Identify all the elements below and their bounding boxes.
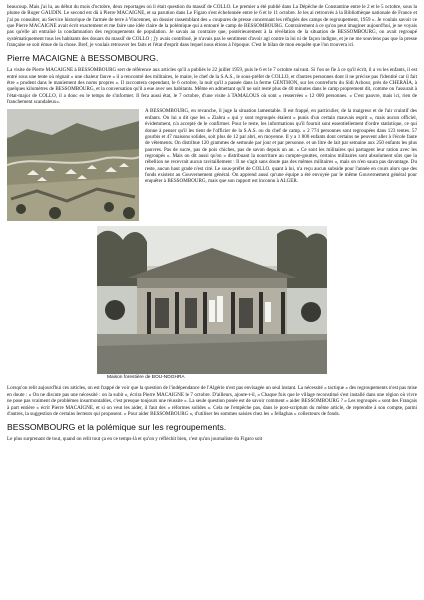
document-page: [7, 4, 417, 443]
camp-description-paragraph: A BESSOMBOURG, en revanche, il juge la situation lamentable. Il est frappé, en particulier, de la maigreur et de l'air craintif des enfants. On lui a dit que les « Ziabra » qui y sont regroupés étaient « punis d'un certain mauvais esprit », mais aucun officiel, évidemment, n'a accepté de le confirmer. Pour le reste, les informations qu'il fournit sont essentiellement d'ordre statistique, ce qui donne à penser qu'il les tient de l'officier de la S.A.S. ou du chef de camp. « 2 774 personnes sont regroupées dans 123 tentes. 57 gourbis et 47 maisons solides, soit plus de 12 par abri, en moyenne. Il y a 1 800 enfants dont certains ne peuvent aller à l'école faute de vêtements. On distribue 120 grammes de semoule par jour et par personne. et un litre de lait par semaine aux 250 enfants les plus pauvres. Pas de sucre, pas de pois chiches, pas de savon depuis un an. « Ce sont les militaires qui partagent leur ration avec les regroupés ». Mais on dit aussi qu'on « distribuant la nourriture au compte-gouttes, certains militaires sont absolument sûrs que la rébellion ne recevrait aucun ravitaillement : Il ne s'agit sans doute pas des mêmes militaires », mais on n'en saura pas davantage. Du reste, aucun haut grade n'est cité. Le sous-préfet de COLLO. quant à lui, n'a reçu aucun subside pour l'année en cours alors que des fonds existent au Gouvernement général. On apprend aussi qu'une équipe a été envoyée par le même Gouvernement général pour enquêter à BESSOMBOURG, mais que son rapport est inconnu à ALGER.: [145, 108, 417, 185]
visit-paragraph: La visite de Pierre MACAIGNE à BESSOMBOURG sert de référence aux articles qu'il a publiés le 22 juillet 1959, puis le 6 et le 7 octobre suivant. Si l'on se fie à ce qu'il écrit, il a vu les enfants, il est entré sous une tente où régnait « une chaleur fauve » il a rencontré des militaires, le maire, le chef de la S.A.S., le sous-préfet de COLLO, et d'autres personnes dont il ne précise pas l'identité car il fait être « prudent dans le maniement des noms propres ». Il raccontera cependant, le 6 octobre, la nuit qu'il a passée dans la ferme GENTHON, sur les contreforts du Sidi Achour, près de CHERAÏA, à quelques kilomètres de BESSOMBOURG, et la conversation qu'il a eue avec ses habitants. Même en admettant qu'il ne soit resté plus de 40 minutes dans le camp proprement dit, comme on l'assurait à l'état-major de COLLO, il a donc eu le temps de s'informer. Il fera aussi état, le 7 octobre, d'une visite à TAMALOUS où sont « resserrées » 12 000 personnes. « C'est pauvre, mais ici, rien de franchement scandaleux».: [7, 67, 417, 106]
section-heading-polemique: BESSOMBOURG et la polémique sur les regroupements.: [7, 422, 227, 433]
intro-paragraph: beaucoup. Mais j'ai lu, au début du mois d'octobre, deux reportages où il était question du massif de COLLO. Le premier a été publié dans La Dépêche de Constantine entre le 2 et le 5 octobre, sous la plume de Roger GAUDIN. Le second est dû à Pierre MACAIGNE, et sa parution dans Le Figaro s'est échelonnée entre le 6 et le 11 octobre. Je les ai retrouvés à la Bibliothèque nationale de France et j'ai pu consulter, au Service historique de l'armée de terre à Vincennes, un dossier rassemblant des « coupures de presse concernant les réfugiés des camps de regroupement, 1959 ». Je voulais savoir ce que Pierre MACAIGNE avait écrit exactement et me faire une idée claire de la polémique qui a entouré le camp de BESSOMBOURG. Contrairement à ce qu'on peut imaginer aujourd'hui, je ne voyais pas qu'elle ait entraîné la condamnation des regroupements de population. Je savais au contraire que, postérieurement à la révélation de la situation de BESSOMBOURG, on avait regroupé systématiquement tous les habitants des douars du massif de COLLO ; j'y avais contribué, je n'avais pas le sentiment d'avoir agi contre la loi ni de façon indigne, et je ne me souviens pas que la presse française se soit émue de la chose. Bref, je voulais retrouver les faits et l'état d'esprit dans lequel nous étions à l'époque. C'est le bilan de mon enquête que l'on trouvera ici.: [7, 4, 417, 49]
forest-house-photo: [97, 226, 327, 374]
analysis-paragraph: Lorsqu'on relit aujourd'hui ces articles, on est frappé de voir que la question de l'indépendance de l'Algérie n'est pas envisagée un seul instant. La nécessité « tactique » des regroupements n'est pas mise en doute : « On ne discute pas une nécessité : on la subit », écrira Pierre MACAIGNE le 7 octobre. D'ailleurs, ajoute-t-il, « Chaque fois que le village reconstitué s'est installé dans une région où vivre ne pose pas vraiment de problèmes insurmontables, c'est presque toujours une réussite ». La seule question posée est de savoir comment « aider BESSOMBOURG ? » Les regroupés « sont des Français à part entière » écrit Pierre MACAIGNE, et si on veut les aider, il faut des « réformes solides ». Cela ne l'empêche pas, dans le post-scriptum du même article, de reprendre à son compte, parmi d'autres, la suggestion de certains lecteurs qui proposent. « Pour aider BESSOMBOURG », d'utiliser les sommes saisies chez les « fellaghas » collecteurs de fonds.: [7, 385, 417, 417]
forest-house-figure: [97, 226, 327, 381]
section-heading-macaigne: Pierre MACAIGNE à BESSOMBOURG.: [7, 53, 159, 64]
closing-line: Le plus surprenant de tout, quand on relit tout ça en ce temps-là et qu'on y réfléchit bien, c'est qu'un journaliste du Figaro soit: [7, 436, 263, 443]
camp-landscape-photo: [7, 109, 139, 221]
forest-house-caption: Maison forestière de BOU-NDGHRA: [107, 375, 185, 381]
